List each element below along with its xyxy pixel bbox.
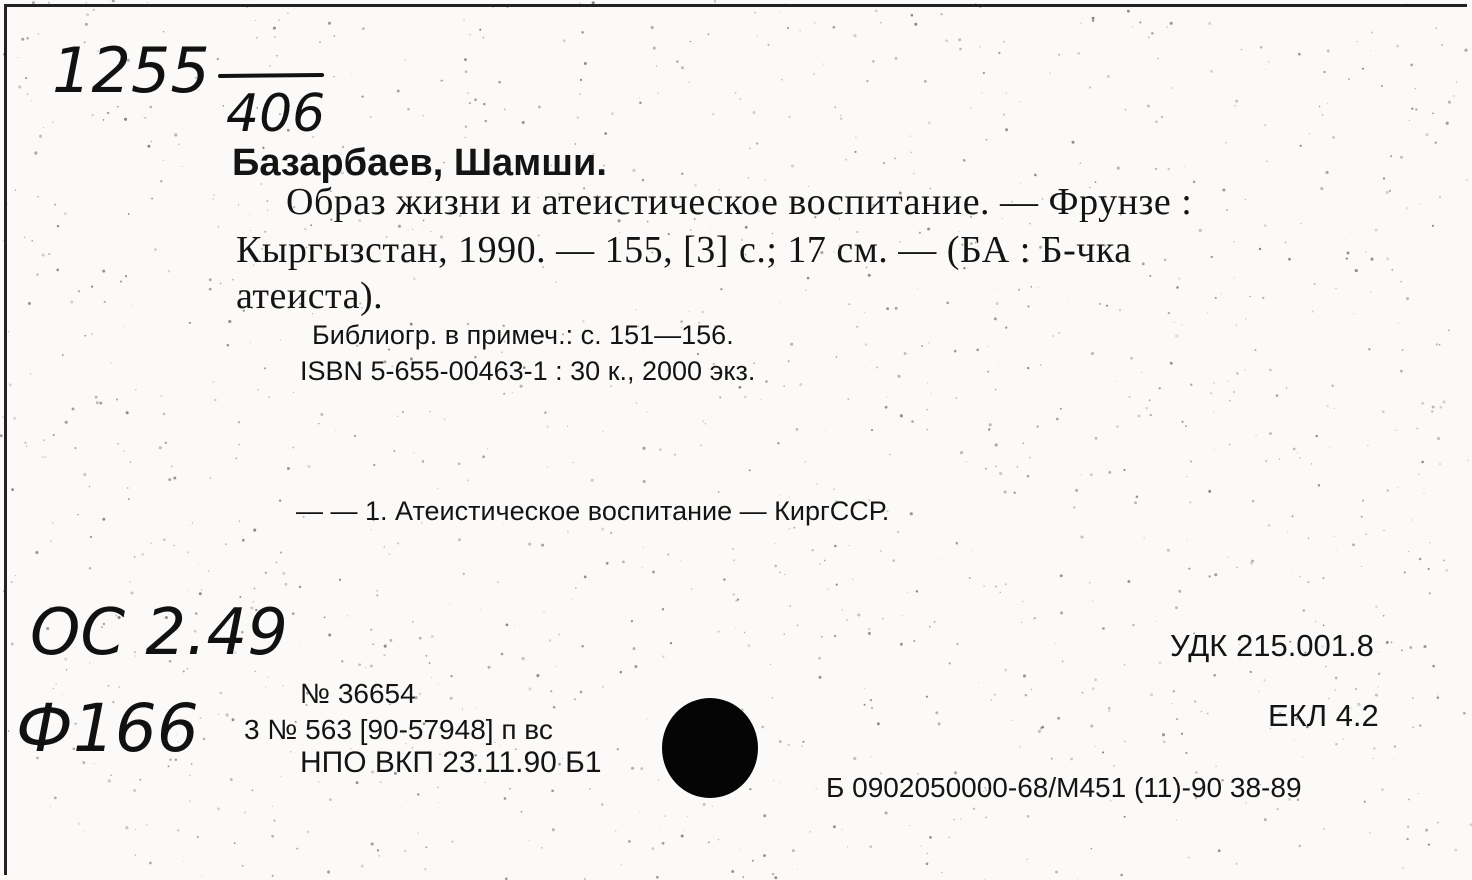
record-number: № 36654	[300, 678, 416, 709]
handwritten-code-top: ОС 2.49	[30, 596, 288, 670]
punch-hole	[662, 698, 758, 798]
subject-heading: — — 1. Атеистическое воспитание — КиргССР.	[296, 496, 890, 526]
catalog-code: Б 0902050000-68/М451 (11)-90 38-89	[826, 772, 1302, 803]
printer-line: НПО ВКП 23.11.90 Б1	[300, 746, 602, 779]
order-line: 3 № 563 [90-57948] п вс	[244, 714, 553, 745]
ekl-code: ЕКЛ 4.2	[1268, 698, 1379, 733]
title-line-2: Кыргызстан, 1990. — 155, [3] с.; 17 см. — (БА : Б-чка	[236, 229, 1132, 271]
handwritten-shelf-subnumber: 406	[226, 84, 326, 144]
shelf-fraction-line	[218, 72, 324, 80]
isbn-note: ISBN 5-655-00463-1 : 30 к., 2000 экз.	[300, 356, 756, 386]
handwritten-shelf-number: 1255	[52, 34, 210, 107]
title-line-3: атеиста).	[236, 275, 384, 317]
title-line-1: Образ жизни и атеистическое воспитание. — Фрунзе :	[286, 181, 1193, 223]
author-heading: Базарбаев, Шамши.	[232, 142, 607, 184]
handwritten-code-bottom: Ф166	[16, 690, 199, 767]
bibliography-note: Библиогр. в примеч.: с. 151—156.	[312, 320, 734, 350]
udk-code: УДК 215.001.8	[1170, 628, 1374, 663]
